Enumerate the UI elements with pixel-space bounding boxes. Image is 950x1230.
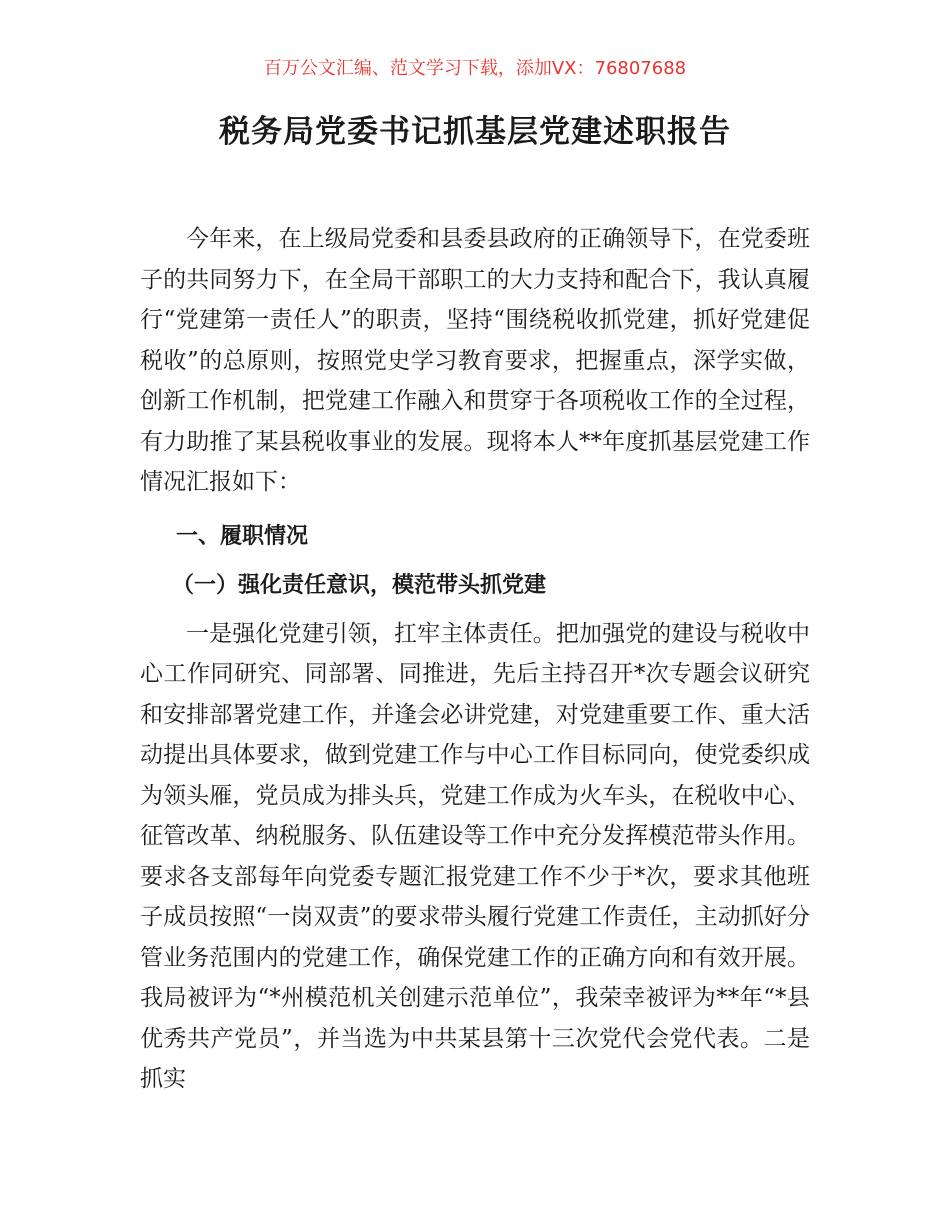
subsection-heading-responsibility: （一）强化责任意识，模范带头抓党建 [172,572,547,598]
document-body [140,219,810,1100]
section-heading-performance: 一、履职情况 [176,523,309,549]
intro-paragraph: 今年来，在上级局党委和县委县政府的正确领导下，在党委班子的共同努力下，在全局干部职工的大力支持和配合下，我认真履行“党建第一责任人”的职责，坚持“围绕税收抓党建，抓好党建促税收”的总原则，按照党史学习教育要求，把握重点，深学实做，创新工作机制，把党建工作融入和贯穿于各项税收工作的全过程，有力助推了某县税收事业的发展。现将本人**年度抓基层党建工作情况汇报如下： [140,226,810,495]
body-paragraph: 一是强化党建引领，扛牢主体责任。把加强党的建设与税收中心工作同研究、同部署、同推进，先后主持召开*次专题会议研究和安排部署党建工作，并逢会必讲党建，对党建重要工作、重大活动提出具体要求，做到党建工作与中心工作目标同向，使党委织成为领头雁，党员成为排头兵，党建工作成为火车头，在税收中心、征管改革、纳税服务、队伍建设等工作中充分发挥模范带头作用。要求各支部每年向党委专题汇报党建工作不少于*次，要求其他班子成员按照“一岗双责”的要求带头履行党建工作责任，主动抓好分管业务范围内的党建工作，确保党建工作的正确方向和有效开展。我局被评为“*州模范机关创建示范单位”，我荣幸被评为**年“*县优秀共产党员”，并当选为中共某县第十三次党代会党代表。二是抓实 [140,620,810,1092]
header-watermark: 百万公文汇编、范文学习下载，添加VX：76807688 [263,58,687,79]
document-title: 税务局党委书记抓基层党建述职报告 [219,114,731,150]
